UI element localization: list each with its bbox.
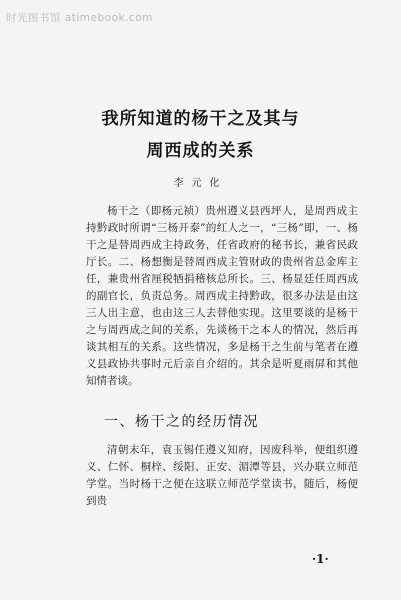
body-paragraph-2: 清朝末年，袁玉锡任遵义知府，因废科举，便组织遵义、仁怀、桐梓、绥阳、正安、湄潭等县，兴办联立师范学堂。当时杨干之便在这联立师范学堂读书，随后，杨便到贵 xyxy=(86,444,358,507)
body-paragraph-1: 杨干之（即杨元祯）贵州遵义县西坪人，是周西成主持黔政时所谓“三杨开泰”的红人之一，“三杨”即，一、杨干之是替周西成主持政务，任省政府的秘书长，兼省民政厅长。二、杨想衡是替周西成主管财政的贵州省总金库主任，兼贵州省厘税牺捐稽核总所长。三、杨显廷任周西成的副官长，负责总务。周西成主持黔政，很多办法是由这三人出主意，也由这三人去替他实现。这里要谈的是杨干之与周西成之间的关系，先谈杨干之本人的情况，然后再谈其相互的关系。这些情况，多是杨干之生前与笔者在遵义县政协共事时元后亲自介绍的。其余是听夏雨屏和其他知情者谈。 xyxy=(86,205,358,387)
page-number: ·1· xyxy=(312,552,329,566)
author-name: 李元化 xyxy=(173,178,228,189)
section-heading: 一、杨干之的经历情况 xyxy=(104,414,259,430)
page-title-line-2: 周西成的关系 xyxy=(146,141,255,161)
watermark-logo: 时光图书馆 atimebook.com xyxy=(6,12,153,24)
page-title-line-1: 我所知道的杨干之及其与 xyxy=(101,109,300,129)
